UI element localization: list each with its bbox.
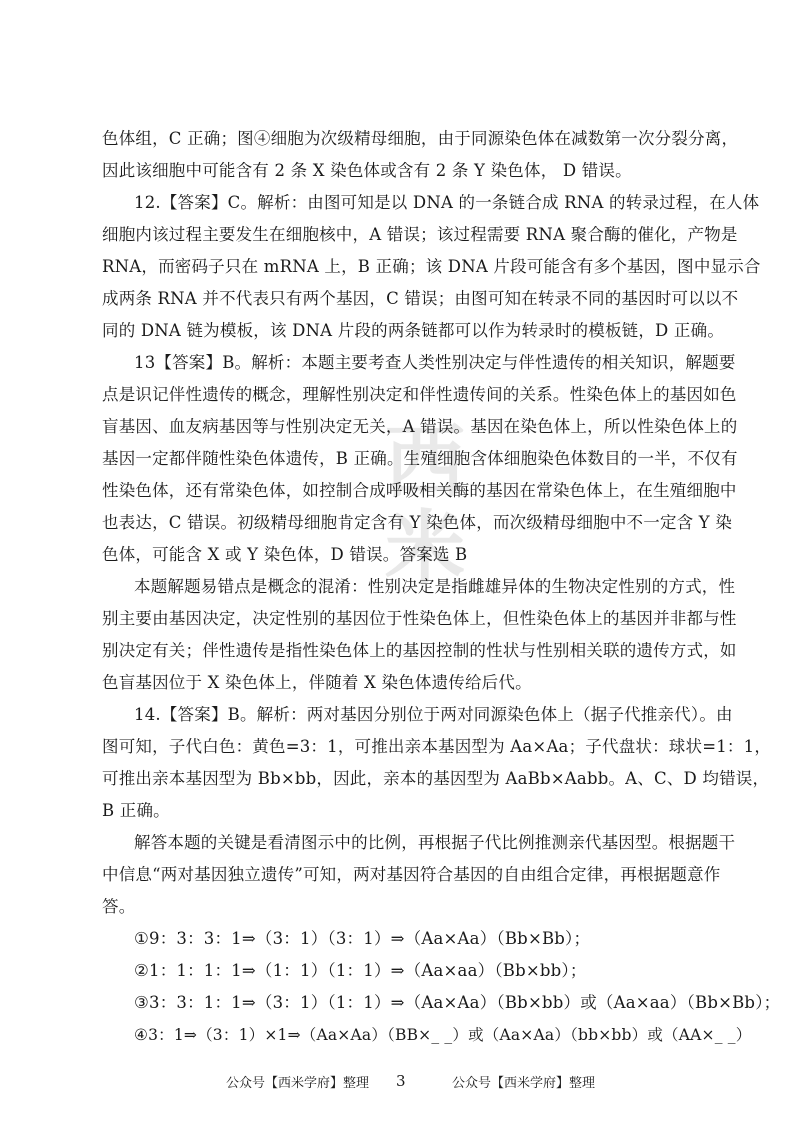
text-line: 别主要由基因决定，决定性别的基因位于性染色体上，但性染色体上的基因并非都与性 — [102, 609, 737, 628]
key-paragraph: 解答本题的关键是看清图示中的比例，再根据子代比例推测亲代基因型。根据题干 — [134, 833, 736, 852]
answer-13-heading: 13【答案】B。解析：本题主要考查人类性别决定与伴性遗传的相关知识，解题要 — [134, 353, 736, 372]
text-line: 同的 DNA 链为模板，该 DNA 片段的两条链都可以作为转录时的模板链，D 正确。 — [102, 321, 725, 340]
text-line: 可推出亲本基因型为 Bb×bb，因此，亲本的基因型为 AaBb×Aabb。A、C、D 均错误， — [102, 769, 770, 788]
text-line: 性染色体，还有常染色体，如控制合成呼吸相关酶的基因在常染色体上，在生殖细胞中 — [102, 481, 737, 500]
ratio-rule-1: ①9：3：3：1⇒（3：1）（3：1）⇒（Aa×Aa）（Bb×Bb）； — [134, 929, 591, 948]
note-paragraph: 本题解题易错点是概念的混淆：性别决定是指雌雄异体的生物决定性别的方式，性 — [134, 577, 736, 596]
text-line: 细胞内该过程主要发生在细胞核中，A 错误；该过程需要 RNA 聚合酶的催化，产物是 — [102, 225, 738, 244]
text-line: 因此该细胞中可能含有 2 条 X 染色体或含有 2 条 Y 染色体， D 错误。 — [102, 161, 632, 180]
text-line: 色体，可能含 X 或 Y 染色体，D 错误。答案选 B — [102, 545, 468, 564]
text-line: RNA，而密码子只在 mRNA 上，B 正确；该 DNA 片段可能含有多个基因，图中显示合 — [102, 257, 761, 276]
page-number: 3 — [396, 1072, 406, 1090]
text-line: 别决定有关；伴性遗传是指性染色体上的基因控制的性状与性别相关联的遗传方式，如 — [102, 641, 737, 660]
ratio-rule-2: ②1：1：1：1⇒（1：1）（1：1）⇒（Aa×aa）（Bb×bb）； — [134, 961, 587, 980]
footer-right-text: 公众号【西米学府】整理 — [452, 1076, 596, 1091]
footer-left-text: 公众号【西米学府】整理 — [226, 1076, 370, 1091]
text-line: 色盲基因位于 X 染色体上，伴随着 X 染色体遗传给后代。 — [102, 673, 532, 692]
text-line: 也表达，C 错误。初级精母细胞肯定含有 Y 染色体，而次级精母细胞中不一定含 Y 染 — [102, 513, 733, 532]
answer-12-heading: 12.【答案】C。解析：由图可知是以 DNA 的一条链合成 RNA 的转录过程，在人体 — [134, 193, 760, 212]
text-line: 答。 — [102, 897, 136, 916]
text-line: 成两条 RNA 并不代表只有两个基因，C 错误；由图可知在转录不同的基因时可以以不 — [102, 289, 739, 308]
ratio-rule-3: ③3：3：1：1⇒（3：1）（1：1）⇒（Aa×Aa）（Bb×bb）或（Aa×aa）（Bb×Bb）； — [134, 993, 781, 1012]
text-line: 图可知，子代白色：黄色=3：1，可推出亲本基因型为 Aa×Aa；子代盘状：球状=1：1， — [102, 737, 772, 756]
text-line: 点是识记伴性遗传的概念，理解性别决定和伴性遗传间的关系。性染色体上的基因如色 — [102, 385, 737, 404]
watermark-char-1: 西 — [385, 416, 465, 509]
text-line: 基因一定都伴随性染色体遗传，B 正确。生殖细胞含体细胞染色体数目的一半，不仅有 — [102, 449, 738, 468]
watermark-char-2: 米 — [385, 502, 465, 595]
text-line: 中信息“两对基因独立遗传”可知，两对基因符合基因的自由组合定律，再根据题意作 — [102, 865, 721, 884]
text-line: B 正确。 — [102, 801, 170, 820]
answer-14-heading: 14.【答案】B。解析：两对基因分别位于两对同源染色体上（据子代推亲代）。由 — [134, 705, 733, 724]
ratio-rule-4: ④3：1⇒（3：1）×1⇒（Aa×Aa）（BB×_ _）或（Aa×Aa）（bb×bb）或（AA×_ _） — [134, 1026, 752, 1044]
text-line: 盲基因、血友病基因等与性别决定无关，A 错误。基因在染色体上，所以性染色体上的 — [102, 417, 738, 436]
text-line: 色体组，C 正确；图④细胞为次级精母细胞，由于同源染色体在减数第一次分裂分离， — [102, 129, 739, 148]
page-footer — [0, 1072, 800, 1094]
